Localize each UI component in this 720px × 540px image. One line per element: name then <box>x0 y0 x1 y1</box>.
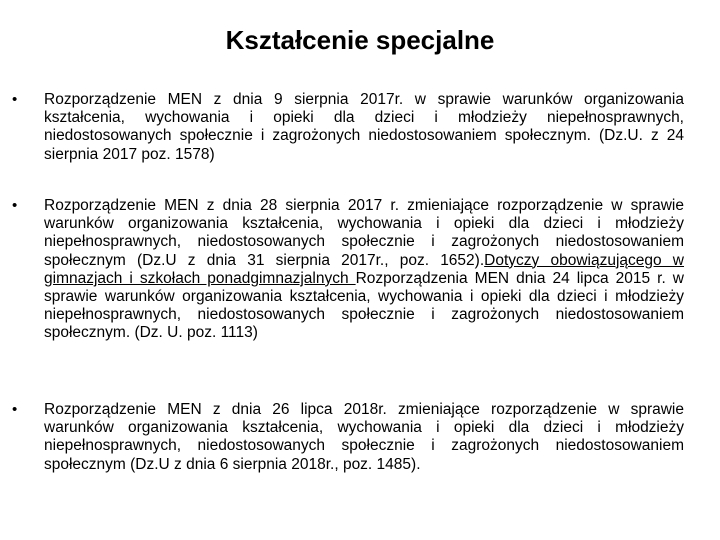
bullet-item-regulation-2017-08-28 <box>12 197 685 343</box>
bullet-icon: • <box>12 197 18 214</box>
bullet-text: Rozporządzenie MEN z dnia 9 sierpnia 2017r. w sprawie warunków organizowania kształcenia, wychowania i opieki dla dzieci i młodzieży niepełnosprawnych, niedostosowanych społecznie i zagrożonych niedostosowaniem społecznym. (Dz.U. z 24 sierpnia 2017 poz. 1578) <box>44 91 684 163</box>
bullet-item-regulation-2018-07-26 <box>12 401 684 474</box>
underlined-note: Dotyczy obowiązującego w gimnazjach i szkołach ponadgimnazjalnych <box>44 251 685 287</box>
bullet-icon: • <box>12 401 18 418</box>
page-title: Kształcenie specjalne <box>225 25 495 55</box>
bullet-text: Rozporządzenie MEN z dnia 26 lipca 2018r. zmieniające rozporządzenie w sprawie warunków organizowania kształcenia, wychowania i opieki dla dzieci i młodzieży niepełnosprawnych, niedostosowanych społecznie i zagrożonych niedostosowaniem społecznym (Dz.U z dnia 6 sierpnia 2018r., poz. 1485). <box>44 401 684 473</box>
bullet-text: Rozporządzenie MEN z dnia 28 sierpnia 2017 r. zmieniające rozporządzenie w sprawie warunków organizowania kształcenia, wychowania i opieki dla dzieci i młodzieży niepełnosprawnych, niedostosowanych społecznie i zagrożonych niedostosowaniem społecznym (Dz.U z dnia 31 sierpnia 2017r., poz. 1652). <box>44 197 684 269</box>
bullet-item-regulation-2017-08-09 <box>12 91 684 164</box>
bullet-icon: • <box>12 91 18 108</box>
bullet-text-continued: Rozporządzenia MEN dnia 24 lipca 2015 r. w sprawie warunków organizowania kształcenia, wychowania i opieki dla dzieci i młodzieży niepełnosprawnych, niedostosowanych społecznie i zagrożonych niedostosowaniem społecznym. (Dz. U. poz. 1113) <box>44 269 685 342</box>
